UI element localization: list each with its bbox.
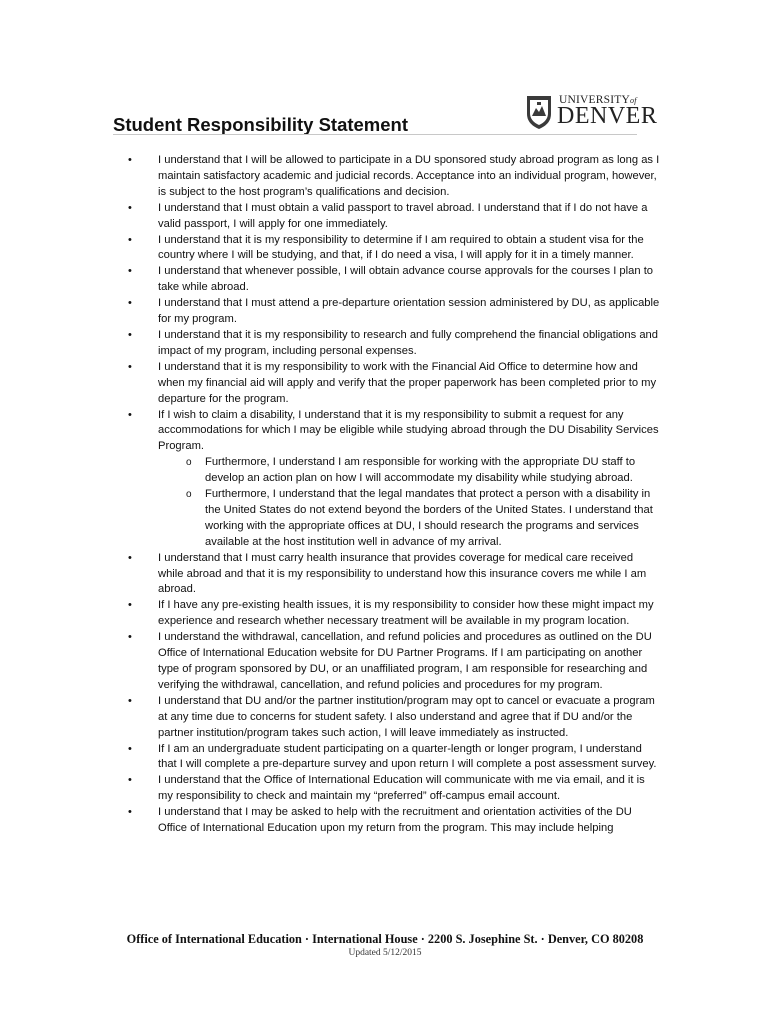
statement-list	[113, 153, 661, 837]
bullet-icon: •	[128, 328, 132, 341]
bullet-icon: •	[128, 742, 132, 755]
statement-text: I understand that I will be allowed to participate in a DU sponsored study abroad program as long as I maintain satisfactory academic and judicial records. Acceptance into an individual program, however, is subject to the host program’s qualifications and decision.	[158, 154, 660, 198]
list-item	[113, 264, 661, 296]
logo-university-text: UNIVERSITYof	[559, 94, 637, 106]
list-item	[113, 773, 661, 805]
list-item	[113, 694, 661, 742]
statement-text: I understand that I must obtain a valid passport to travel abroad. I understand that if I do not have a valid passport, I will apply for one immediately.	[158, 201, 648, 230]
statement-text: I understand that the Office of International Education will communicate with me via email, and it is my responsibility to check and maintain my “preferred” off-campus email account.	[158, 774, 645, 803]
bullet-icon: •	[128, 201, 132, 214]
sub-statement-text: Furthermore, I understand that the legal mandates that protect a person with a disability in the United States do not extend beyond the borders of the United States. I understand that working with the appropriate offices at DU, I should research the programs and services available at the host institution well in advance of my arrival.	[205, 488, 653, 548]
statement-text: I understand that whenever possible, I will obtain advance course approvals for the courses I plan to take while abroad.	[158, 265, 654, 294]
list-item	[113, 201, 661, 233]
sub-statement-text: Furthermore, I understand I am responsible for working with the appropriate DU staff to develop an action plan on how I will accommodate my disability while studying abroad.	[205, 456, 636, 485]
bullet-icon: •	[128, 806, 132, 819]
page-title: Student Responsibility Statement	[113, 114, 409, 135]
statement-text: I understand that it is my responsibility to research and fully comprehend the financial obligations and impact of my program, including personal expenses.	[158, 328, 658, 357]
statement-text: I understand that I must attend a pre-departure orientation session administered by DU, as applicable for my program.	[158, 297, 660, 326]
bullet-icon: •	[128, 154, 132, 166]
list-item	[113, 233, 661, 265]
title-divider	[113, 134, 637, 135]
statement-text: I understand the withdrawal, cancellation, and refund policies and procedures as outlined on the DU Office of International Education website for DU Partner Programs. If I am participating on another type of program sponsored by DU, or an unaffiliated program, I am responsible for researching and verifying the withdrawal, cancellation, and refund policies and procedures for my program.	[158, 631, 652, 691]
bullet-icon: •	[128, 360, 132, 373]
statement-text: If I wish to claim a disability, I understand that it is my responsibility to submit a request for any accommodations for which I may be eligible while studying abroad through the DU Disability Services Program.	[158, 408, 659, 453]
sub-statement-list	[158, 455, 661, 550]
list-item	[113, 742, 661, 774]
statement-text: I understand that it is my responsibility to determine if I am required to obtain a student visa for the country where I will be studying, and that, if I do need a visa, I will apply for it in a timely manner.	[158, 233, 644, 262]
list-item	[113, 296, 661, 328]
bullet-icon: •	[128, 694, 132, 707]
statement-text: If I am an undergraduate student participating on a quarter-length or longer program, I understand that I will complete a pre-departure survey and upon return I will complete a post assessment survey.	[158, 742, 657, 771]
list-item	[113, 360, 661, 408]
list-item	[113, 551, 661, 599]
statement-text: I understand that it is my responsibility to work with the Financial Aid Office to determine how and when my financial aid will apply and verify that the proper paperwork has been completed prior to my departure for the program.	[158, 360, 657, 405]
footer-address: Office of International Education · International House · 2200 S. Josephine St. · Denver, CO 80208	[126, 932, 644, 946]
sub-bullet-icon: o	[186, 457, 192, 469]
statement-text: I understand that DU and/or the partner institution/program may opt to cancel or evacuate a program at any time due to concerns for student safety. I also understand and agree that if DU and/or the partner institution/program takes such action, I will leave immediately as instructed.	[158, 694, 655, 739]
bullet-icon: •	[128, 408, 132, 421]
sub-list-item	[158, 487, 661, 551]
footer-updated-date: Updated 5/12/2015	[348, 948, 422, 958]
bullet-icon: •	[128, 233, 132, 246]
statement-text: I understand that I may be asked to help with the recruitment and orientation activities of the DU Office of International Education upon my return from the program. This may include helping	[158, 806, 632, 835]
list-item	[113, 153, 661, 201]
statement-text: If I have any pre-existing health issues, it is my responsibility to consider how these might impact my experience and research whether necessary treatment will be available in my program location.	[158, 599, 654, 628]
list-item	[113, 598, 661, 630]
logo-denver-text: DENVER	[557, 103, 658, 129]
bullet-icon: •	[128, 265, 132, 278]
bullet-icon: •	[128, 774, 132, 787]
bullet-icon: •	[128, 599, 132, 612]
sub-list-item	[158, 455, 661, 487]
bullet-icon: •	[128, 551, 132, 564]
list-item	[113, 408, 661, 551]
statement-text: I understand that I must carry health insurance that provides coverage for medical care received while abroad and that it is my responsibility to understand how this insurance covers me while I am abroad.	[158, 551, 647, 596]
bullet-icon: •	[128, 631, 132, 644]
university-logo	[526, 92, 658, 132]
du-shield-icon	[526, 94, 552, 130]
list-item	[113, 805, 661, 837]
list-item	[113, 328, 661, 360]
sub-bullet-icon: o	[186, 489, 192, 501]
list-item	[113, 630, 661, 694]
bullet-icon: •	[128, 297, 132, 310]
